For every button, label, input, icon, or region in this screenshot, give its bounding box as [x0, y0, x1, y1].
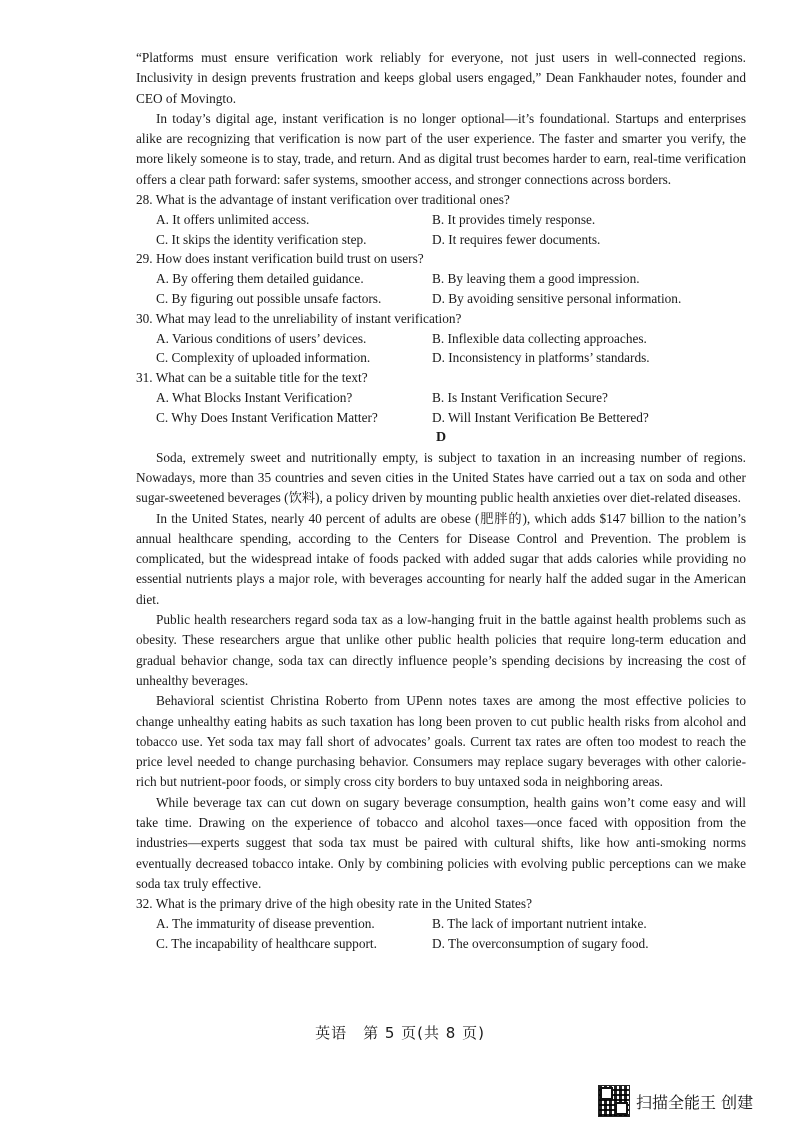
- option-d: D. By avoiding sensitive personal information.: [432, 291, 682, 307]
- question-32: [136, 894, 746, 953]
- question-stem: 30. What may lead to the unreliability of instant verification?: [136, 310, 462, 326]
- question-28: [136, 190, 746, 249]
- passage-d-paragraph: While beverage tax can cut down on sugary beverage consumption, health gains won’t come easy and will take time. Drawing on the experience of tobacco and alcohol taxes—once faced with opposition from the industries—experts suggest that soda tax must be paired with cultural shifts, like how anti-smoking norms eventually decreased tobacco intake. Only by combining policies with evolving public perceptions can we make soda tax truly effective.: [136, 794, 746, 891]
- passage-d-paragraph: Public health researchers regard soda tax as a low-hanging fruit in the battle against health problems such as obesity. These researchers argue that unlike other public health policies that require long-term education and gradual behavior change, soda tax can directly influence people’s spending decisions by increasing the cost of unhealthy beverages.: [136, 612, 746, 688]
- option-c: C. Why Does Instant Verification Matter?: [156, 409, 378, 425]
- option-d: D. The overconsumption of sugary food.: [432, 935, 649, 951]
- option-b: B. The lack of important nutrient intake.: [432, 915, 647, 931]
- option-b: B. By leaving them a good impression.: [432, 271, 640, 287]
- qr-code-icon: [598, 1085, 630, 1117]
- page-footer: 英语 第 5 页(共 8 页): [315, 1024, 485, 1042]
- option-d: D. Will Instant Verification Be Bettered?: [432, 409, 649, 425]
- question-options: [156, 210, 746, 250]
- option-b: B. It provides timely response.: [432, 211, 596, 227]
- option-a: A. The immaturity of disease prevention.: [156, 915, 375, 931]
- watermark-text: 扫描全能王 创建: [636, 1092, 754, 1112]
- passage-c-paragraph: “Platforms must ensure verification work reliably for everyone, not just users in well-connected regions. Inclusivity in design prevents frustration and keeps global users engaged,” Dean Fankhauder notes, founder and CEO of Movingto.: [136, 50, 746, 106]
- question-30: [136, 309, 746, 368]
- question-options: [156, 914, 746, 954]
- question-31: [136, 368, 746, 427]
- option-b: B. Is Instant Verification Secure?: [432, 390, 608, 406]
- option-b: B. Inflexible data collecting approaches.: [432, 330, 647, 346]
- question-options: [156, 329, 746, 369]
- question-29: [136, 249, 746, 308]
- option-c: C. It skips the identity verification step.: [156, 231, 367, 247]
- passage-d-paragraph: In the United States, nearly 40 percent of adults are obese (肥胖的), which adds $147 billion to the nation’s annual healthcare spending, according to the Centers for Disease Control and Prevention. The problem is complicated, but the widespread intake of foods packed with added sugar that adds calories while providing no essential nutrients plays a major role, with beverages accounting for nearly half the added sugar in the American diet.: [136, 510, 746, 607]
- question-stem: 29. How does instant verification build trust on users?: [136, 251, 424, 267]
- option-a: A. By offering them detailed guidance.: [156, 271, 364, 287]
- question-options: [156, 269, 746, 309]
- option-c: C. The incapability of healthcare support.: [156, 935, 377, 951]
- option-d: D. It requires fewer documents.: [432, 231, 601, 247]
- section-d-heading: D: [435, 429, 447, 445]
- passage-d-paragraph: Soda, extremely sweet and nutritionally empty, is subject to taxation in an increasing number of regions. Nowadays, more than 35 countries and seven cities in the United States have carried out a tax on soda and other sugar-sweetened beverages (饮料), a policy driven by mounting public health anxieties over diet-related diseases.: [136, 449, 746, 506]
- option-d: D. Inconsistency in platforms’ standards.: [432, 350, 650, 366]
- question-stem: 31. What can be a suitable title for the text?: [136, 370, 368, 386]
- passage-c-paragraph: In today’s digital age, instant verification is no longer optional—it’s foundational. Startups and enterprises alike are recognizing that verification is now part of the user experience. The faster and smarter you verify, the more likely someone is to stay, trade, and return. And as digital trust becomes harder to earn, real-time verification offers a clear path forward: safer systems, smoother access, and stronger connections across borders.: [136, 110, 746, 187]
- option-c: C. Complexity of uploaded information.: [156, 350, 371, 366]
- option-a: A. Various conditions of users’ devices.: [156, 330, 367, 346]
- passage-d-paragraph: Behavioral scientist Christina Roberto from UPenn notes taxes are among the most effective policies to change unhealthy eating habits as such taxation has long been proven to cut public health risks from alcohol and tobacco use. Yet soda tax may fall short of advocates’ goals. Current tax rates are often too modest to reach the price level needed to change purchasing behavior. Consumers may replace sugary beverages with other calorie-rich but nutrient-poor foods, or simply cross city borders to buy untaxed soda in neighboring areas.: [136, 693, 746, 790]
- page-content: [136, 48, 746, 954]
- scanner-watermark: [598, 1085, 753, 1117]
- question-stem: 28. What is the advantage of instant verification over traditional ones?: [136, 192, 510, 208]
- option-a: A. It offers unlimited access.: [156, 211, 310, 227]
- question-options: [156, 388, 746, 428]
- question-stem: 32. What is the primary drive of the high obesity rate in the United States?: [136, 896, 532, 912]
- option-c: C. By figuring out possible unsafe factors.: [156, 291, 382, 307]
- option-a: A. What Blocks Instant Verification?: [156, 390, 353, 406]
